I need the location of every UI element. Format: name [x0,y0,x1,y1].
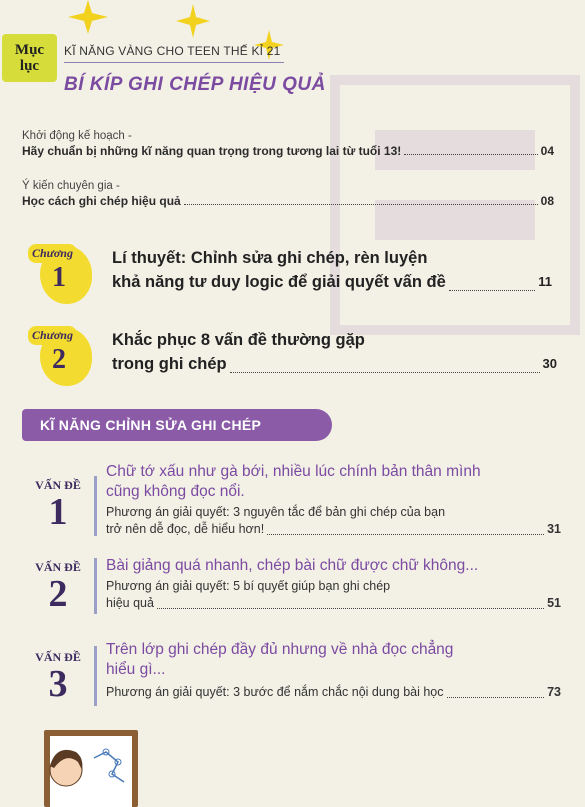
series-title: KĨ NĂNG VÀNG CHO TEEN THẾ KỈ 21 [64,44,281,58]
book-title: BÍ KÍP GHI CHÉP HIỆU QUẢ [64,74,326,95]
muc-luc-badge [2,34,57,82]
divider [94,558,97,614]
problem-title-line: Trên lớp ghi chép đầy đủ nhưng về nhà đọc chẳng [106,641,454,658]
intro-category: Ý kiến chuyên gia - [22,180,120,192]
page-number: 30 [542,356,557,371]
page-number: 51 [547,596,561,610]
star-icon [68,0,108,34]
section-banner: KĨ NĂNG CHỈNH SỬA GHI CHÉP [22,409,332,441]
intro-text: Học cách ghi chép hiệu quả [22,194,181,208]
problem-tag [24,650,92,703]
dot-leader [404,153,537,155]
dot-leader [267,533,544,535]
problem-entry[interactable] [24,640,564,710]
problem-label: VẤN ĐỀ [35,560,81,574]
page-number: 04 [540,144,554,158]
dot-leader [184,203,538,205]
dot-leader [157,607,544,609]
intro-text: Hãy chuẩn bị những kĩ năng quan trọng trong tương lai từ tuổi 13! [22,144,402,158]
page-number: 31 [547,522,561,536]
page-number: 11 [538,274,552,289]
divider [94,476,97,536]
chapter-title-line: khả năng tư duy logic để giải quyết vấn đề [112,273,446,291]
dot-leader [449,289,535,291]
watermark-graphic [295,60,585,360]
dot-leader [230,371,540,373]
star-icon [176,4,210,38]
chapter-title-line: Khắc phục 8 vấn đề thường gặp [112,331,365,349]
problem-solution-line: trở nên dễ đọc, dễ hiểu hơn! [106,522,265,536]
chapter-label: Chương [28,326,77,345]
problem-tag [24,478,92,531]
problem-title-line: Bài giảng quá nhanh, chép bài chữ được chữ không... [106,557,479,574]
student-illustration [36,722,146,807]
problem-number: 3 [48,663,68,705]
problem-entry[interactable] [24,462,564,542]
intro-entry[interactable] [22,130,554,158]
page-number: 08 [540,194,554,208]
problem-title-line: hiểu gì... [106,661,166,678]
intro-category: Khởi động kế hoạch - [22,130,132,142]
chapter-number: 1 [52,262,66,293]
problem-tag [24,560,92,613]
problem-title-line: cũng không đọc nổi. [106,483,245,500]
chapter-title-line: Lí thuyết: Chỉnh sửa ghi chép, rèn luyện [112,249,428,267]
problem-solution-line: hiệu quả [106,596,154,610]
chapter-label: Chương [28,244,77,263]
page-number: 73 [547,685,561,699]
chapter-title-line: trong ghi chép [112,355,227,373]
chapter-badge [28,240,100,308]
problem-label: VẤN ĐỀ [35,478,81,492]
chapter-number: 2 [52,344,66,375]
problem-solution-line: Phương án giải quyết: 3 bước để nắm chắc nội dung bài học [106,685,444,699]
muc-luc-label-1: Mục [14,42,45,58]
problem-label: VẤN ĐỀ [35,650,81,664]
problem-entry[interactable] [24,556,564,620]
intro-entry[interactable] [22,180,554,208]
problem-number: 2 [48,573,68,615]
divider [94,646,97,706]
dot-leader [447,696,545,698]
problem-title-line: Chữ tớ xấu như gà bới, nhiều lúc chính bản thân mình [106,463,481,480]
problem-solution-line: Phương án giải quyết: 3 nguyên tắc để bản ghi chép của bạn [106,505,446,519]
muc-luc-label-2: lục [19,58,40,74]
problem-number: 1 [48,491,68,533]
problem-solution-line: Phương án giải quyết: 5 bí quyết giúp bạn ghi chép [106,579,391,593]
chapter-badge [28,322,100,390]
divider [64,62,284,63]
